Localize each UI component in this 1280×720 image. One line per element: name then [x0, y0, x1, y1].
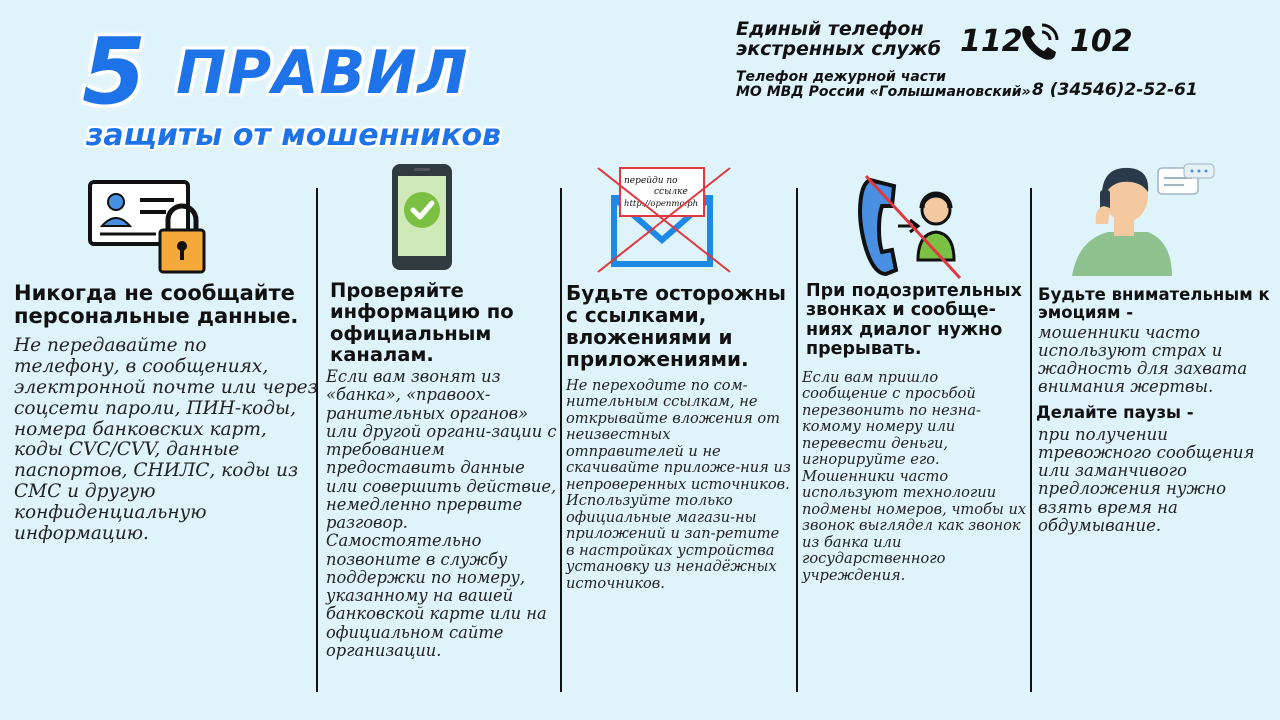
- rule-2-heading: Проверяйте информацию по официальным каналам.: [330, 279, 514, 367]
- rule-5-heading-2: Делайте паузы -: [1036, 403, 1194, 422]
- rule-5-body-2: при получении тревожного сообщения или заманчивого предложения нужно взять время на обдумывание.: [1038, 425, 1255, 535]
- rule-2-body: Если вам звонят из «банка», «правоох-ранительных органов» или другой органи-зации с требованием предоставить данные или совершить действие, немедленно прервите разговор. Самостоятельно позвоните в службу поддержки по номеру, указанному на вашей банковской карте или на официальном сайте организации.: [326, 367, 557, 660]
- phone-icon: [1018, 20, 1064, 64]
- thinking-man-phone-icon: [1068, 162, 1220, 278]
- duty-label-line1: Телефон дежурной части: [736, 69, 946, 85]
- emergency-label-line1: Единый телефон: [736, 18, 924, 40]
- rule-5-body: мошенники часто используют страх и жадность для захвата внимания жертвы.: [1038, 323, 1248, 397]
- rule-4-heading: При подозрительных звонках и сообще-ниях диалог нужно прерывать.: [806, 281, 1022, 359]
- column-divider: [560, 188, 562, 692]
- title-number: 5: [82, 18, 147, 125]
- emergency-label-line2: экстренных служб: [736, 37, 941, 60]
- title-word: ПРАВИЛ: [176, 38, 469, 108]
- rule-3-body: Не переходите по сом-нительным ссылкам, не открывайте вложения от неизвестных отправителей и не скачивайте приложе-ния из непроверенных источников. Используйте только официальные магази-ны приложений и зап-ретите в настройках устройства установку из ненадёжных источников.: [566, 377, 791, 592]
- envelope-text-2: ссылке: [654, 187, 688, 197]
- envelope-text-3: http://openmo.ph: [624, 199, 699, 209]
- envelope-text-1: перейди по: [624, 176, 678, 186]
- duty-label-line2: МО МВД России «Голышмановский»: [736, 83, 1031, 100]
- duty-phone-number: 8 (34546)2-52-61: [1032, 80, 1198, 100]
- rule-5-heading: Будьте внимательным к эмоциям -: [1038, 285, 1270, 323]
- column-divider: [796, 188, 798, 692]
- rule-3-heading: Будьте осторожны с ссылками, вложениями и приложениями.: [566, 281, 786, 371]
- rule-1-heading: Никогда не сообщайте персональные данные.: [14, 281, 299, 329]
- rule-1-body: Не передавайте по телефону, в сообщениях, электронной почте или через соцсети пароли, ПИН-коды, номера банковских карт, коды CVC/CVV, данные паспортов, СНИЛС, коды из СМС и другую конфиденциальную информацию.: [14, 335, 318, 545]
- title-subtitle: защиты от мошенников: [86, 118, 502, 153]
- rule-4-body: Если вам пришло сообщение с просьбой перезвонить по незна-комому номеру или перевести деньги, игнорируйте его. Мошенники часто используют технологии подмены номеров, чтобы их звонок выглядел как звонок из банка или государственного учреждения.: [802, 369, 1027, 584]
- id-card-lock-icon: [86, 176, 212, 280]
- crossed-envelope-icon: [594, 166, 734, 274]
- crossed-call-operator-icon: [852, 170, 972, 282]
- smartphone-check-icon: [390, 162, 454, 272]
- duty-label: [736, 70, 1031, 99]
- emergency-number-112: 112: [960, 24, 1023, 59]
- emergency-label: [736, 20, 941, 60]
- emergency-number-102: 102: [1070, 24, 1133, 59]
- column-divider: [1030, 188, 1032, 692]
